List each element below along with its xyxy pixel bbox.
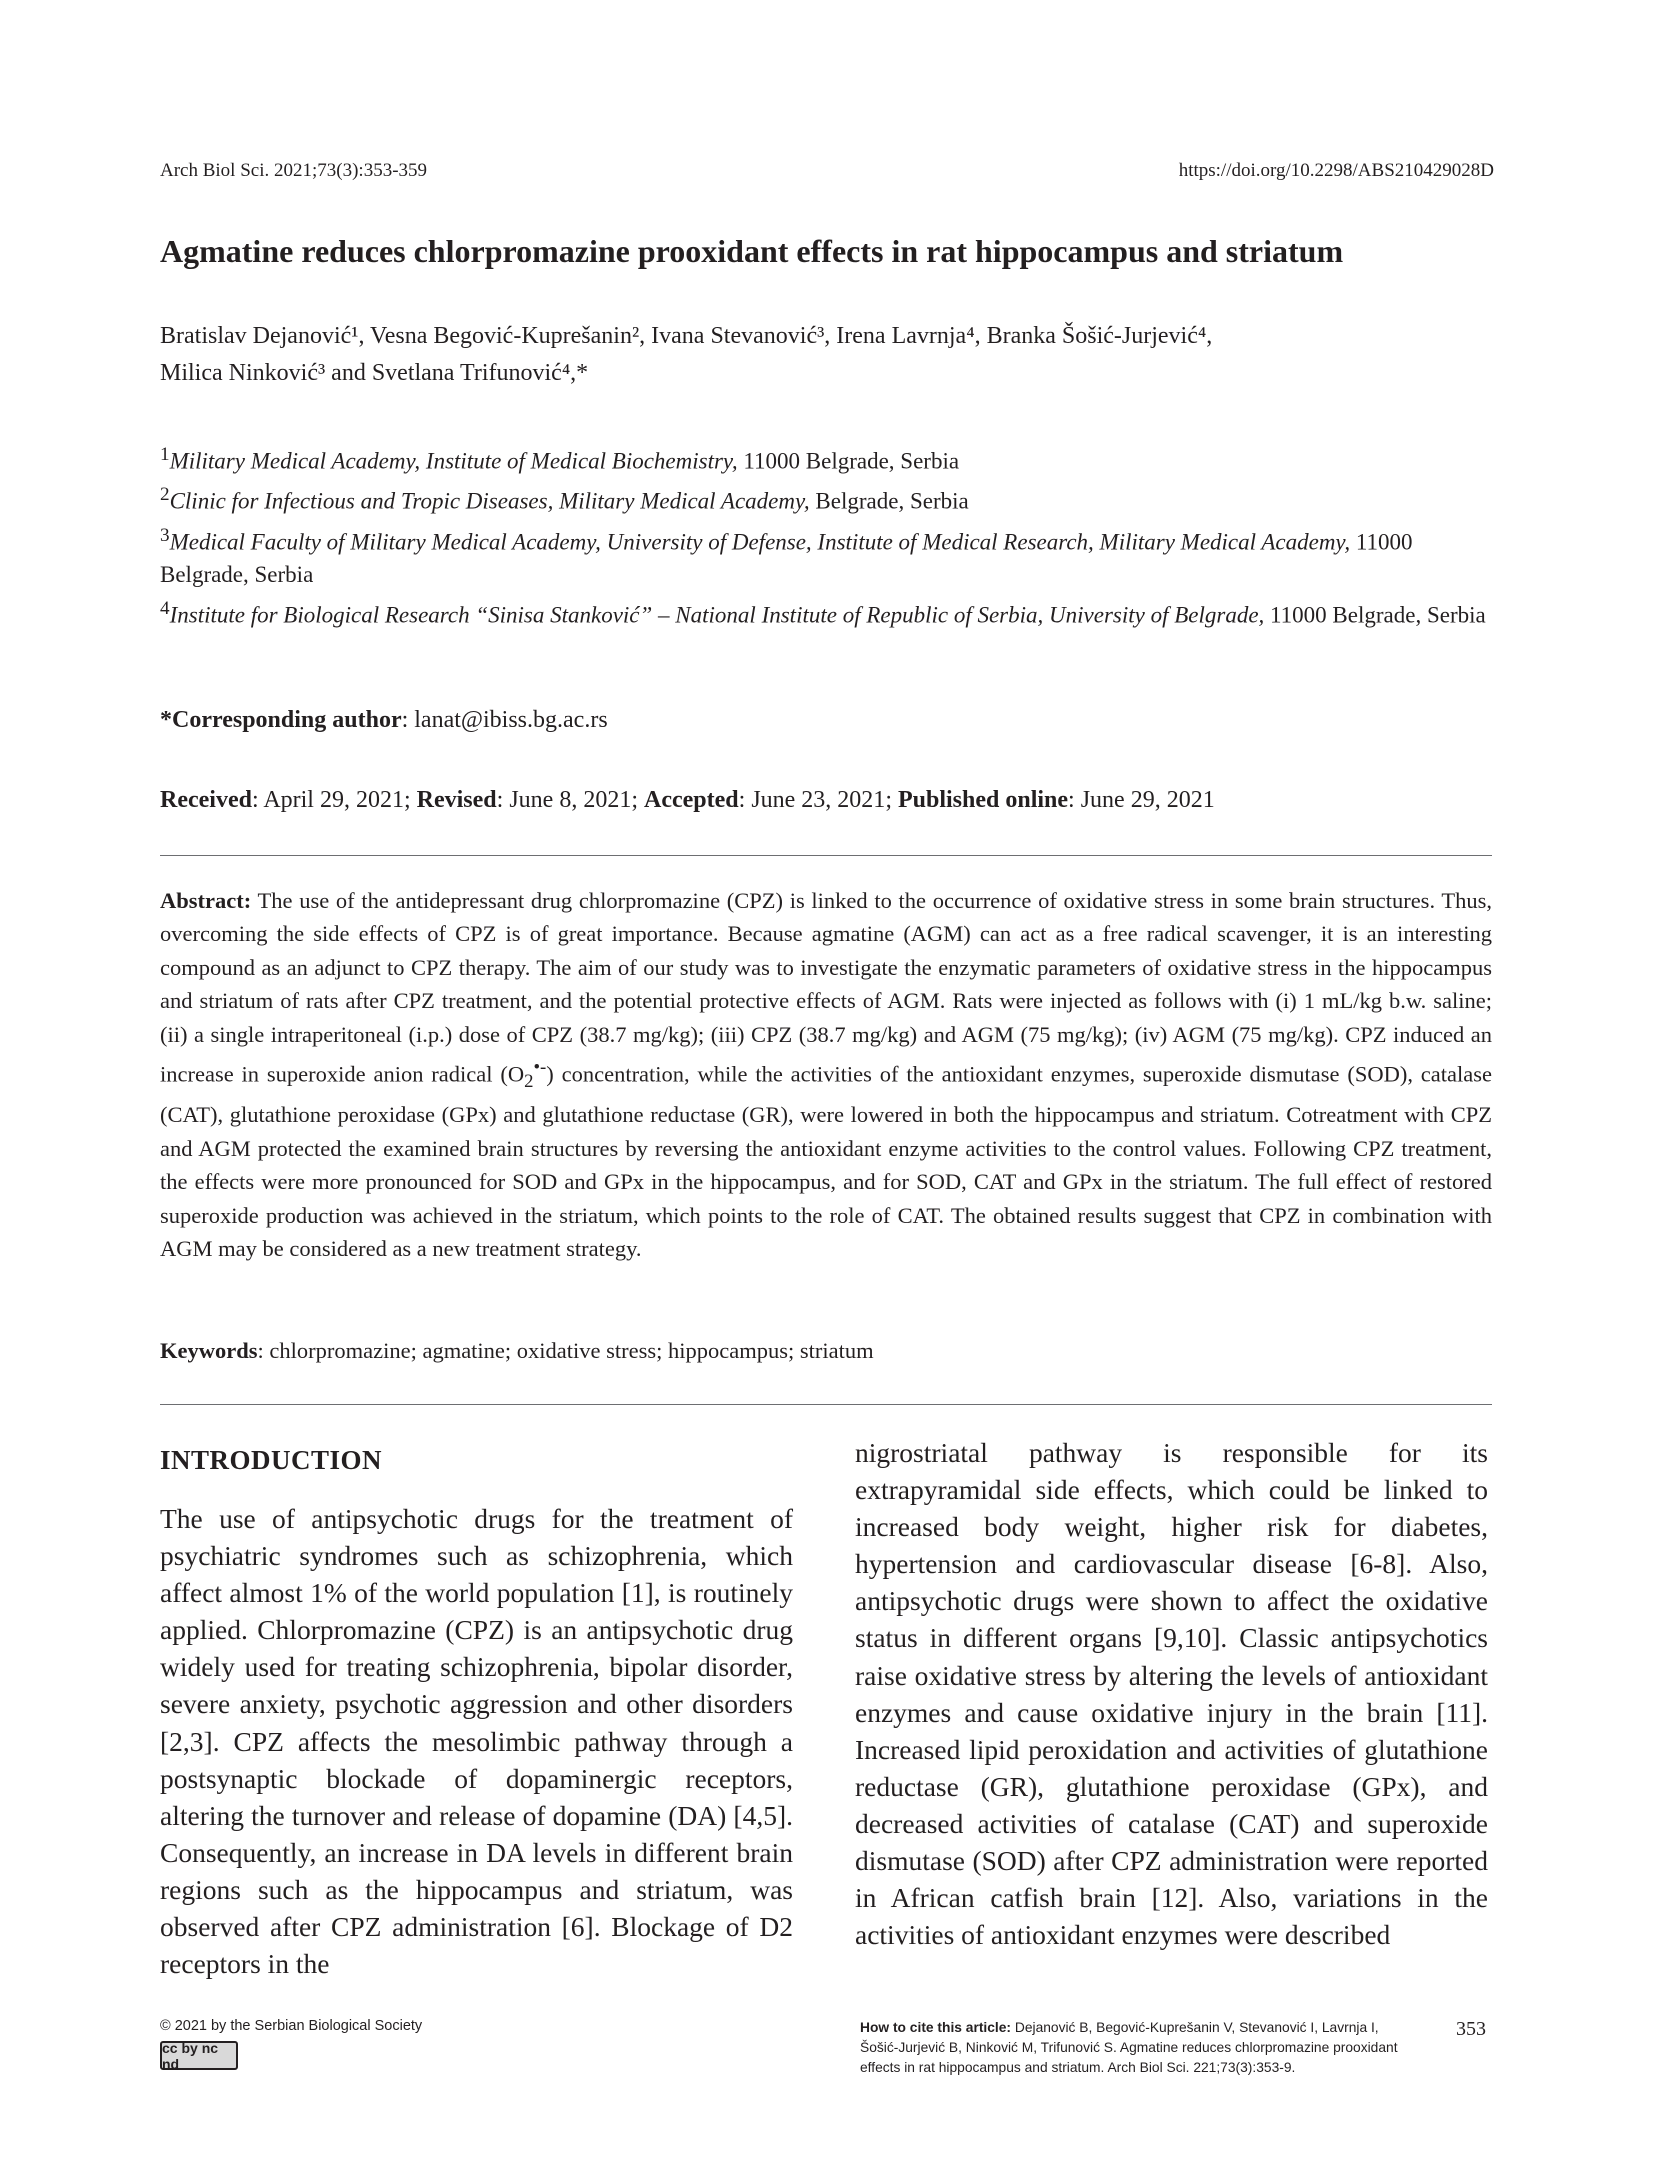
author-list (160, 318, 1500, 392)
affiliation-1: $^1$Military Medical Academy, Institute of Medical Biochemistry, 11000 Belgrade, Serbia (160, 444, 960, 474)
abstract: Abstract: The use of the antidepressant drug chlorpromazine (CPZ) is linked to the occurrence of oxidative stress in some brain structures. Thus, overcoming the side effects of CPZ is of great importance. Because agmatine (AGM) can act as a free radical scavenger, it is an interesting compound as an adjunct to CPZ therapy. The aim of our study was to investigate the enzymatic parameters of oxidative stress in the hippocampus and striatum of rats after CPZ treatment, and the potential protective effects of AGM. Rats were injected as follows with (i) 1 mL/kg b.w. saline; (ii) a single intraperitoneal (i.p.) dose of CPZ (38.7 mg/kg); (iii) CPZ (38.7 mg/kg) and AGM (75 mg/kg); (iv) AGM (75 mg/kg). CPZ induced an increase in superoxide anion radical $(O_2^{•-})$ concentration, while the activities of the antioxidant enzymes, superoxide dismutase (SOD), catalase (CAT), glutathione peroxidase (GPx) and glutathione reductase (GR), were lowered in both the hippocampus and striatum. Cotreatment with CPZ and AGM protected the examined brain structures by reversing the antioxidant enzyme activities to the control values. Following CPZ treatment, the effects were more pronounced for SOD and GPx in the hippocampus, and for SOD, CAT and GPx in the striatum. The full effect of restored superoxide production was achieved in the striatum, which points to the role of CAT. The obtained results suggest that CPZ in combination with AGM may be considered as a new treatment strategy. (160, 888, 1492, 1262)
affiliation-2: $^2$Clinic for Infectious and Tropic Diseases, Military Medical Academy, Belgrade, Serbia (160, 484, 969, 514)
affiliation-4: $^4$Institute for Biological Research “Sinisa Stanković” – National Institute of Republic of Serbia, University of Belgrade, 11000 Belgrade, Serbia (160, 598, 1486, 628)
journal-reference: Arch Biol Sci. 2021;73(3):353-359 (160, 160, 428, 181)
page-number: 353 (1456, 2018, 1486, 2040)
copyright-notice: © 2021 by the Serbian Biological Society (160, 2018, 423, 2034)
keywords: Keywords: chlorpromazine; agmatine; oxidative stress; hippocampus; striatum (160, 1338, 874, 1363)
citation-note: How to cite this article: Dejanović B, Begović-Kuprešanin V, Stevanović I, Lavrnja I, Šošić-Jurjević B, Ninković M, Trifunović S. Agmatine reduces chlorpromazine prooxidant effects in rat hippocampus and striatum. Arch Biol Sci. 221;73(3):353-9. (860, 2020, 1398, 2075)
body-column-left: The use of antipsychotic drugs for the treatment of psychiatric syndromes such as schizophrenia, which affect almost 1% of the world population [1], is routinely applied. Chlorpromazine (CPZ) is an antipsychotic drug widely used for treating schizophrenia, bipolar disorder, severe anxiety, psychotic aggression and other disorders [2,3]. CPZ affects the mesolimbic pathway through a postsynaptic blockade of dopaminergic receptors, altering the turnover and release of dopamine (DA) [4,5]. Consequently, an increase in DA levels in different brain regions such as the hippocampus and striatum, was observed after CPZ administration [6]. Blockage of D2 receptors in the (160, 1503, 793, 1980)
corresponding-email[interactable]: lanat@ibiss.bg.ac.rs (414, 707, 608, 733)
corresponding-author: *Corresponding author: lanat@ibiss.bg.ac.rs (160, 707, 608, 733)
author-line-2: Milica Ninković³ and Svetlana Trifunović⁴,* (160, 360, 589, 386)
affiliation-3: $^3$Medical Faculty of Military Medical Academy, University of Defense, Institute of Medical Research, Military Medical Academy, 11000 Belgrade, Serbia (160, 525, 1413, 587)
cc-license-icon: cc by nc nd (160, 2041, 238, 2070)
divider-bottom (160, 1404, 1492, 1405)
author-line-1: Bratislav Dejanović¹, Vesna Begović-Kuprešanin², Ivana Stevanović³, Irena Lavrnja⁴, Branka Šošić-Jurjević⁴, (160, 323, 1213, 349)
article-title: Agmatine reduces chlorpromazine prooxidant effects in rat hippocampus and striatum (160, 233, 1344, 269)
divider-top (160, 855, 1492, 856)
doi-link[interactable]: https://doi.org/10.2298/ABS210429028D (1178, 160, 1494, 181)
article-dates: Received: April 29, 2021; Revised: June 8, 2021; Accepted: June 23, 2021; Published online: June 29, 2021 (160, 787, 1215, 813)
body-column-right: nigrostriatal pathway is responsible for its extrapyramidal side effects, which could be linked to increased body weight, higher risk for diabetes, hypertension and cardiovascular disease [6-8]. Also, antipsychotic drugs were shown to affect the oxidative status in different organs [9,10]. Classic antipsychotics raise oxidative stress by altering the levels of antioxidant enzymes and cause oxidative injury in the brain [11]. Increased lipid peroxidation and activities of glutathione reductase (GR), glutathione peroxidase (GPx), and decreased activities of catalase (CAT) and superoxide dismutase (SOD) after CPZ administration were reported in African catfish brain [12]. Also, variations in the activities of antioxidant enzymes were described (855, 1437, 1488, 1951)
section-heading-introduction: INTRODUCTION (160, 1445, 383, 1475)
